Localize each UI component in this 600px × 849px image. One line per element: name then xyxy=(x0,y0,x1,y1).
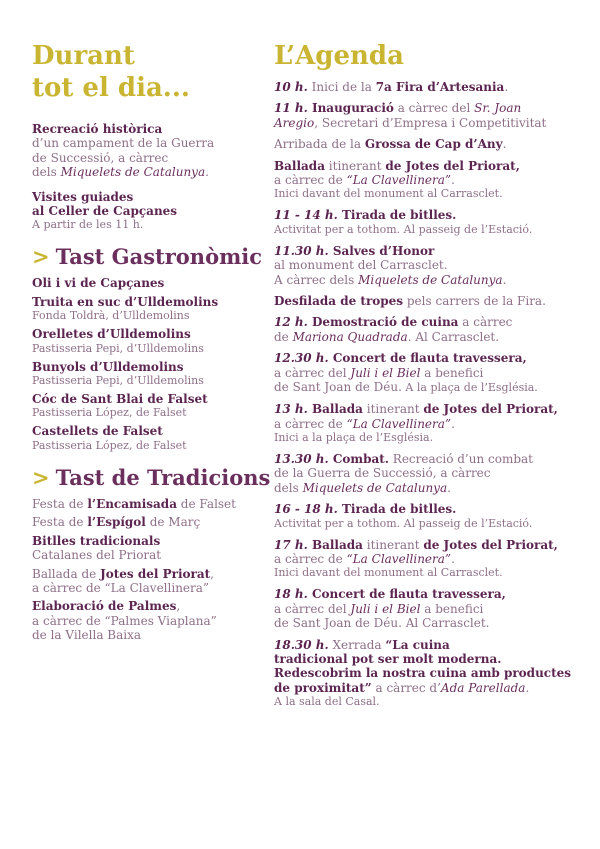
agenda-item: Arribada de la Grossa de Cap d’Any. xyxy=(274,137,507,152)
list-item: Castellets de Falset Pastisseria López, de Falset xyxy=(32,424,187,452)
agenda-item: 11.30 h. Salves d’Honor al monument del Carrasclet. A càrrec dels Miquelets de Catalunya. xyxy=(274,243,507,287)
agenda-item: Ballada itinerant de Jotes del Priorat, a càrrec de “La Clavellinera”. Inici davant del monument al Carrasclet. xyxy=(274,158,520,201)
visites-guiades: Visites guiades al Celler de Capçanes A partir de les 11 h. xyxy=(32,189,178,232)
arrow-icon: > xyxy=(32,464,50,490)
agenda-item: 12 h. Demostració de cuina a càrrec de Mariona Quadrada. Al Carrasclet. xyxy=(274,315,513,344)
palmes: Elaboració de Palmes, a càrrec de “Palmes Viaplana” de la Vilella Baixa xyxy=(32,599,217,643)
gastro-list xyxy=(32,276,262,452)
arrow-icon: > xyxy=(32,244,50,270)
espigol: Festa de l’Espígol de Març xyxy=(32,515,201,530)
agenda-item: 11 - 14 h. Tirada de bitlles. Activitat per a tothom. Al passeig de l’Estació. xyxy=(274,208,533,236)
list-item: Orelletes d’Ulldemolins Pastisseria Pepi, d’Ulldemolins xyxy=(32,327,204,355)
agenda-item: 11 h. Inauguració a càrrec del Sr. Joan Aregio, Secretari d’Empresa i Competitivitat xyxy=(274,101,547,130)
list-item: Truita en suc d’Ulldemolins Fonda Toldrà, d’Ulldemolins xyxy=(32,294,219,323)
agenda-item: 13 h. Ballada itinerant de Jotes del Priorat, a càrrec de “La Clavellinera”. Inici a la plaça de l’Església. xyxy=(274,402,558,444)
agenda-item: 18 h. Concert de flauta travessera, a càrrec del Juli i el Biel a benefici de Sant Joan de Déu. Al Carrasclet. xyxy=(274,587,506,631)
agenda-item: 12.30 h. Concert de flauta travessera, a càrrec del Juli i el Biel a benefici de Sant Joan de Déu. A la plaça de l’Església. xyxy=(274,351,538,395)
agenda-item: 18.30 h. Xerrada “La cuina tradicional pot ser molt moderna. Redescobrim la nostra cuina amb productes de proximitat” a càrrec d’Ada Parellada. A la sala del Casal. xyxy=(274,637,572,709)
agenda-title: L’Agenda xyxy=(274,41,404,71)
list-item: Bunyols d’Ulldemolins Pastisseria Pepi, d’Ulldemolins xyxy=(32,359,204,388)
tast-tradicions-heading: > Tast de Tradicions xyxy=(32,464,271,490)
agenda-item: 16 - 18 h. Tirada de bitlles. Activitat per a tothom. Al passeig de l’Estació. xyxy=(274,502,533,530)
ballada: Ballada de Jotes del Priorat, a càrrec de “La Clavellinera” xyxy=(32,566,214,595)
agenda-item: Desfilada de tropes pels carrers de la Fira. xyxy=(274,294,546,309)
bitlles: Bitlles tradicionals Catalanes del Priorat xyxy=(32,533,162,563)
encamisada: Festa de l’Encamisada de Falset xyxy=(32,496,236,511)
agenda-item: 13.30 h. Combat. Recreació d’un combat de la Guerra de Successió, a càrrec dels Miquelets de Catalunya. xyxy=(274,451,533,495)
left-column xyxy=(32,40,271,650)
recreacio-historica: Recreació històrica d’un campament de la Guerra de Successió, a càrrec dels Miquelets de Catalunya. xyxy=(32,122,215,180)
list-item: Oli i vi de Capçanes xyxy=(32,276,165,291)
tast-gastronomic-heading: > Tast Gastronòmic xyxy=(32,244,263,270)
left-title: Durant tot el dia... xyxy=(32,41,190,103)
agenda-item: 17 h. Ballada itinerant de Jotes del Priorat, a càrrec de “La Clavellinera”. Inici davant del monument al Carrasclet. xyxy=(274,537,558,580)
list-item: Cóc de Sant Blai de Falset Pastisseria López, de Falset xyxy=(32,392,208,420)
right-column xyxy=(274,40,574,716)
agenda-item: 10 h. Inici de la 7a Fira d’Artesania. xyxy=(274,80,509,94)
